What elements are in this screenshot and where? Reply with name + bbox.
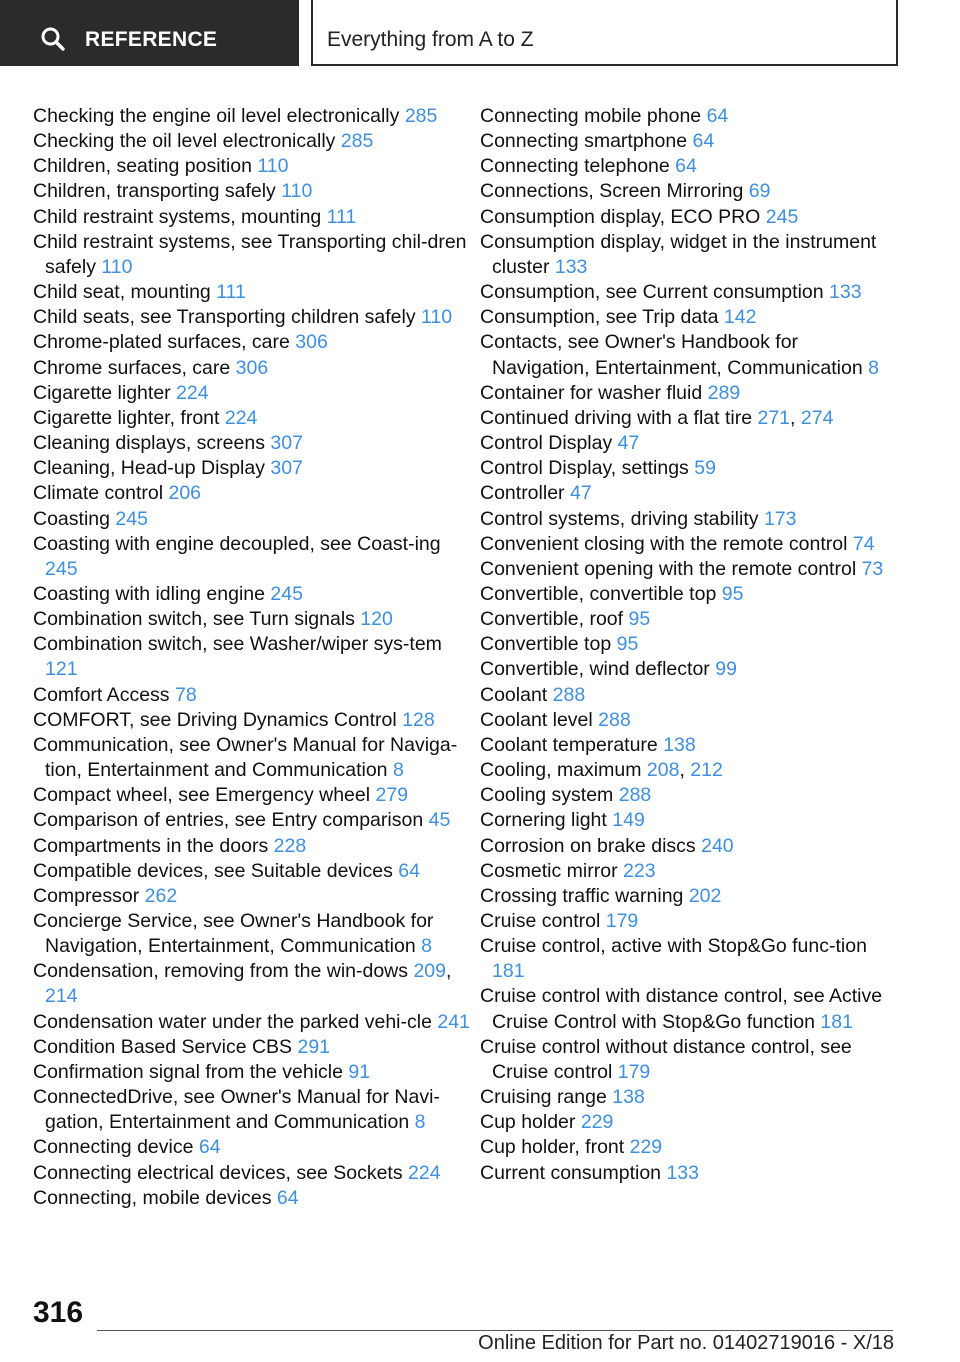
- index-entry-term: Cooling, maximum: [480, 759, 642, 782]
- index-entry: [33, 431, 473, 456]
- page-link[interactable]: 240: [701, 834, 734, 857]
- index-entry-term: Child restraint systems, mounting: [33, 205, 322, 228]
- index-entry: [33, 859, 473, 884]
- subsection-label: Everything from A to Z: [327, 28, 534, 51]
- page-link[interactable]: 181: [820, 1010, 853, 1033]
- index-entry: [480, 1161, 900, 1186]
- index-entry-term: Cruise control without distance control, see Cruise control: [480, 1035, 852, 1083]
- page-link[interactable]: 111: [326, 205, 357, 228]
- index-entry-term: Children, transporting safely: [33, 180, 276, 203]
- index-entry: [480, 657, 900, 682]
- index-entry: [480, 557, 900, 582]
- page-link[interactable]: 110: [257, 155, 289, 178]
- index-entry-term: Consumption display, widget in the instrument cluster: [480, 230, 877, 278]
- page-link[interactable]: 228: [273, 834, 307, 857]
- edition-footer: Online Edition for Part no. 01402719016 - X/18: [478, 1332, 894, 1354]
- page-link[interactable]: 8: [421, 935, 432, 958]
- index-entry-term: Comfort Access: [33, 683, 170, 706]
- index-entry-term: Connecting device: [33, 1136, 194, 1159]
- index-entry-term: Cigarette lighter, front: [33, 406, 220, 429]
- page-link[interactable]: 241: [437, 1010, 470, 1033]
- page-link[interactable]: 202: [688, 884, 722, 907]
- index-entry: Condensation, removing from the win-dows 209, 214: [33, 960, 452, 1008]
- page-link[interactable]: 229: [629, 1136, 663, 1159]
- page-link[interactable]: 64: [692, 130, 715, 153]
- index-entry-term: ConnectedDrive, see Owner's Manual for Navi-gation, Entertainment and Communication: [33, 1086, 440, 1134]
- index-column-left: [33, 104, 473, 1211]
- index-entry: [480, 859, 900, 884]
- page-link[interactable]: 279: [375, 784, 409, 807]
- page-link[interactable]: 212: [690, 759, 723, 782]
- page-link[interactable]: 209: [413, 960, 446, 983]
- page-link[interactable]: 206: [168, 482, 202, 505]
- index-entry: [480, 1035, 900, 1085]
- index-entry: [33, 1085, 473, 1135]
- index-entry: [480, 507, 900, 532]
- index-entry-term: Child seat, mounting: [33, 281, 211, 304]
- index-entry: [33, 230, 473, 280]
- page-link[interactable]: 173: [763, 507, 797, 530]
- index-entry: [33, 381, 473, 406]
- page-link[interactable]: 64: [276, 1186, 299, 1209]
- index-entry-term: Corrosion on brake discs: [480, 834, 696, 857]
- page-link[interactable]: 110: [101, 255, 133, 278]
- page-link[interactable]: 288: [618, 784, 652, 807]
- index-entry: [33, 305, 473, 330]
- page-link[interactable]: 110: [421, 306, 453, 329]
- index-entry-term: Control systems, driving stability: [480, 507, 759, 530]
- page-link[interactable]: 73: [861, 557, 884, 580]
- index-entry: [33, 607, 473, 632]
- page-link[interactable]: 229: [580, 1111, 614, 1134]
- page-link[interactable]: 285: [404, 105, 438, 127]
- index-entry: [33, 481, 473, 506]
- index-entry: [33, 1161, 473, 1186]
- page-header: [0, 0, 960, 66]
- index-entry: [480, 532, 900, 557]
- page-link[interactable]: 245: [115, 507, 148, 530]
- index-entry: [480, 783, 900, 808]
- page-link[interactable]: 142: [723, 306, 757, 329]
- index-entry-term: Condensation, removing from the win-dows: [33, 960, 409, 983]
- index-entry: [480, 129, 900, 154]
- page-link[interactable]: 120: [360, 608, 393, 631]
- index-entry-term: Cigarette lighter: [33, 381, 171, 404]
- page-link[interactable]: 64: [398, 859, 420, 882]
- index-entry: [480, 582, 900, 607]
- index-entry-term: Communication, see Owner's Manual for Naviga-tion, Entertainment and Communication: [33, 733, 458, 782]
- index-entry-term: Cruising range: [480, 1086, 607, 1109]
- page-link[interactable]: 271: [757, 406, 791, 429]
- page-link[interactable]: 95: [628, 608, 651, 631]
- index-entry-term: Cruise control: [480, 910, 601, 932]
- page-link[interactable]: 138: [612, 1086, 645, 1109]
- index-entry: [480, 683, 900, 708]
- page-link[interactable]: 245: [765, 205, 799, 228]
- page-link[interactable]: 64: [198, 1136, 221, 1159]
- page-link[interactable]: 214: [45, 985, 78, 1008]
- page-link[interactable]: 8: [392, 759, 404, 782]
- page-link[interactable]: 121: [45, 658, 78, 681]
- page-link[interactable]: 99: [715, 658, 737, 681]
- index-entry: [480, 708, 900, 733]
- index-entry-term: Condition Based Service CBS: [33, 1035, 293, 1058]
- index-entry-term: Cooling system: [480, 784, 614, 807]
- index-entry-term: Confirmation signal from the vehicle: [33, 1060, 343, 1083]
- index-entry: [33, 330, 473, 355]
- index-entry: [480, 1085, 900, 1110]
- index-entry: [480, 607, 900, 632]
- index-entry-term: Compartments in the doors: [33, 834, 269, 857]
- index-entry-term: Connecting smartphone: [480, 130, 688, 153]
- index-entry: [33, 1035, 473, 1060]
- index-entry: [33, 179, 473, 204]
- index-entry-term: Compressor: [33, 884, 140, 907]
- index-entry-term: Checking the oil level electronically: [33, 130, 336, 153]
- index-entry-term: Chrome surfaces, care: [33, 356, 231, 379]
- index-entry-term: Cleaning displays, screens: [33, 432, 265, 455]
- page-link[interactable]: 262: [144, 884, 178, 907]
- index-entry: [33, 406, 473, 431]
- index-entry-term: Checking the engine oil level electronically: [33, 105, 400, 127]
- page-link[interactable]: 288: [598, 708, 631, 731]
- index-entry: [33, 356, 473, 381]
- page-link[interactable]: 59: [694, 457, 716, 480]
- page-link[interactable]: 133: [666, 1161, 699, 1184]
- index-entry-term: Current consumption: [480, 1161, 662, 1184]
- index-entry: [480, 280, 900, 305]
- index-entry-term: Control Display, settings: [480, 457, 689, 480]
- index-entry-term: Compact wheel, see Emergency wheel: [33, 784, 371, 807]
- index-entry: [480, 733, 900, 758]
- index-entry: [480, 909, 900, 934]
- index-entry-term: Combination switch, see Washer/wiper sys-tem: [33, 633, 442, 656]
- index-entry-term: Consumption display, ECO PRO: [480, 205, 761, 228]
- subsection-tab[interactable]: [311, 0, 898, 66]
- index-entry-term: Cup holder, front: [480, 1136, 625, 1159]
- page-link[interactable]: 8: [868, 356, 879, 379]
- page-link[interactable]: 288: [552, 683, 586, 706]
- page-link[interactable]: 91: [348, 1060, 371, 1083]
- page-link[interactable]: 138: [663, 733, 696, 756]
- page-link[interactable]: 133: [554, 255, 588, 278]
- page-link[interactable]: 133: [829, 281, 862, 304]
- index-entry-term: Compatible devices, see Suitable devices: [33, 859, 393, 882]
- index-entry-term: Coasting with engine decoupled, see Coast-ing: [33, 532, 441, 555]
- page-link[interactable]: 8: [414, 1111, 426, 1134]
- section-tab-reference[interactable]: [0, 0, 299, 66]
- index-entry-term: Contacts, see Owner's Handbook for Navigation, Entertainment, Communication: [480, 331, 863, 379]
- index-entry: [480, 205, 900, 230]
- index-entry-term: Child seats, see Transporting children safely: [33, 306, 416, 329]
- index-entry-term: Convertible top: [480, 633, 612, 656]
- index-entry-term: Consumption, see Trip data: [480, 306, 719, 329]
- index-entry-term: Cosmetic mirror: [480, 859, 618, 882]
- page-link[interactable]: 291: [297, 1035, 331, 1058]
- index-entry: [480, 481, 900, 506]
- index-entry-term: Climate control: [33, 482, 164, 505]
- index-entry: [480, 834, 900, 859]
- index-entry-term: Consumption, see Current consumption: [480, 281, 824, 304]
- index-entry: [480, 230, 900, 280]
- index-entry-term: Crossing traffic warning: [480, 884, 684, 907]
- page-link[interactable]: 274: [800, 406, 834, 429]
- index-entry-term: Condensation water under the parked vehi-cle: [33, 1010, 432, 1033]
- page-link[interactable]: 306: [295, 331, 328, 354]
- index-entry-term: Convenient opening with the remote control: [480, 557, 857, 580]
- page-link[interactable]: 69: [748, 180, 771, 203]
- index-entry: [33, 456, 473, 481]
- page-link[interactable]: 78: [174, 683, 197, 706]
- index-entry: [33, 834, 473, 859]
- index-entry-term: Convertible, convertible top: [480, 582, 717, 605]
- index-entry-term: Combination switch, see Turn signals: [33, 608, 355, 631]
- index-entry-term: Connecting, mobile devices: [33, 1186, 272, 1209]
- page-link[interactable]: 224: [224, 406, 258, 429]
- index-entry: [33, 1010, 473, 1035]
- index-entry-term: Coolant: [480, 683, 548, 706]
- index-entry-term: Container for washer fluid: [480, 381, 703, 404]
- index-entry: Cooling, maximum 208, 212: [480, 759, 723, 782]
- index-entry: [480, 808, 900, 833]
- index-entry: [33, 733, 473, 783]
- page-link[interactable]: 245: [270, 582, 303, 605]
- index-entry: [33, 129, 473, 154]
- index-entry: [33, 205, 473, 230]
- page-link[interactable]: 289: [707, 381, 741, 404]
- index-entry: [33, 582, 473, 607]
- index-entry: [33, 154, 473, 179]
- index-column-right: [480, 104, 900, 1186]
- index-entry: [33, 808, 473, 833]
- footer-divider: [97, 1330, 893, 1331]
- index-entry-term: Convertible, roof: [480, 608, 624, 631]
- page-link[interactable]: 95: [721, 582, 744, 605]
- index-entry: [480, 154, 900, 179]
- index-entry-term: Convertible, wind deflector: [480, 658, 710, 681]
- page-link[interactable]: 111: [216, 281, 246, 304]
- index-entry-term: Cruise control, active with Stop&Go func-tion: [480, 935, 867, 958]
- index-entry-term: Children, seating position: [33, 155, 252, 178]
- page-link[interactable]: 208: [646, 759, 680, 782]
- page-link[interactable]: 149: [612, 809, 645, 832]
- index-entry-term: Coasting: [33, 507, 110, 530]
- index-entry-term: Connections, Screen Mirroring: [480, 180, 744, 203]
- index-entry-term: Comparison of entries, see Entry comparison: [33, 809, 424, 832]
- page-link[interactable]: 285: [340, 130, 374, 153]
- index-entry: [33, 1060, 473, 1085]
- index-entry-term: Cleaning, Head-up Display: [33, 457, 265, 480]
- index-entry: [33, 884, 473, 909]
- index-entry: [480, 884, 900, 909]
- search-icon: [40, 26, 66, 52]
- index-entry: [480, 984, 900, 1034]
- index-entry: [33, 708, 473, 733]
- index-entry: [480, 381, 900, 406]
- index-entry: Continued driving with a flat tire 271, 274: [480, 406, 834, 429]
- page-link[interactable]: 74: [852, 532, 875, 555]
- page-link[interactable]: 179: [617, 1060, 651, 1083]
- page-link[interactable]: 307: [270, 432, 303, 455]
- page-link[interactable]: 45: [428, 809, 451, 832]
- index-entry-term: Connecting telephone: [480, 155, 670, 178]
- index-entry: [33, 632, 473, 682]
- index-entry-term: Coasting with idling engine: [33, 582, 265, 605]
- index-entry: [480, 456, 900, 481]
- page-link[interactable]: 64: [675, 155, 697, 178]
- index-entry-term: Coolant temperature: [480, 733, 658, 756]
- page-link[interactable]: 47: [569, 482, 592, 505]
- index-entry: [33, 507, 473, 532]
- index-entry: [480, 305, 900, 330]
- index-entry-term: Connecting mobile phone: [480, 105, 702, 127]
- index-entry-term: Cup holder: [480, 1111, 576, 1134]
- index-entry-term: Convenient closing with the remote control: [480, 532, 848, 555]
- page-link[interactable]: 47: [617, 432, 640, 455]
- page-link[interactable]: 224: [176, 381, 209, 404]
- index-entry: [480, 934, 900, 984]
- index-entry: [33, 1186, 473, 1211]
- index-entry: [480, 1110, 900, 1135]
- index-entry-term: Concierge Service, see Owner's Handbook for Navigation, Entertainment, Communication: [33, 910, 434, 958]
- page-link[interactable]: 223: [623, 859, 656, 882]
- index-entry: [33, 532, 473, 582]
- index-entry: [33, 104, 473, 129]
- index-entry: [480, 632, 900, 657]
- page-link[interactable]: 224: [408, 1161, 441, 1184]
- page-number: 316: [33, 1296, 84, 1329]
- index-entry: [33, 280, 473, 305]
- index-entry: [480, 431, 900, 456]
- index-entry-term: Connecting electrical devices, see Sockets: [33, 1161, 403, 1184]
- section-label: REFERENCE: [85, 28, 218, 51]
- index-entry: [33, 909, 473, 959]
- index-entry-term: Coolant level: [480, 708, 593, 731]
- index-entry-term: Cruise control with distance control, see Active Cruise Control with Stop&Go function: [480, 985, 883, 1033]
- page-link[interactable]: 307: [270, 457, 303, 480]
- index-entry-term: Cornering light: [480, 809, 607, 832]
- index-entry-term: Chrome-plated surfaces, care: [33, 331, 290, 354]
- index-entry-term: Child restraint systems, see Transporting chil-dren safely: [33, 230, 467, 278]
- index-entry: [480, 1135, 900, 1160]
- index-entry-term: Control Display: [480, 432, 613, 455]
- index-entry: [480, 330, 900, 380]
- index-entry: [33, 683, 473, 708]
- index-entry-term: Controller: [480, 482, 565, 505]
- page-link[interactable]: 128: [402, 708, 435, 731]
- page-link[interactable]: 110: [281, 180, 313, 203]
- index-entry: [33, 1135, 473, 1160]
- page-link[interactable]: 179: [605, 910, 639, 932]
- index-entry-term: COMFORT, see Driving Dynamics Control: [33, 708, 397, 731]
- index-entry-term: Continued driving with a flat tire: [480, 406, 753, 429]
- page-link[interactable]: 181: [492, 960, 525, 983]
- index-entry: [33, 783, 473, 808]
- page-link[interactable]: 306: [235, 356, 269, 379]
- index-entry: [480, 179, 900, 204]
- index-entry: [480, 104, 900, 129]
- page-link[interactable]: 245: [45, 557, 78, 580]
- page-link[interactable]: 95: [616, 633, 639, 656]
- page-link[interactable]: 64: [706, 105, 729, 127]
